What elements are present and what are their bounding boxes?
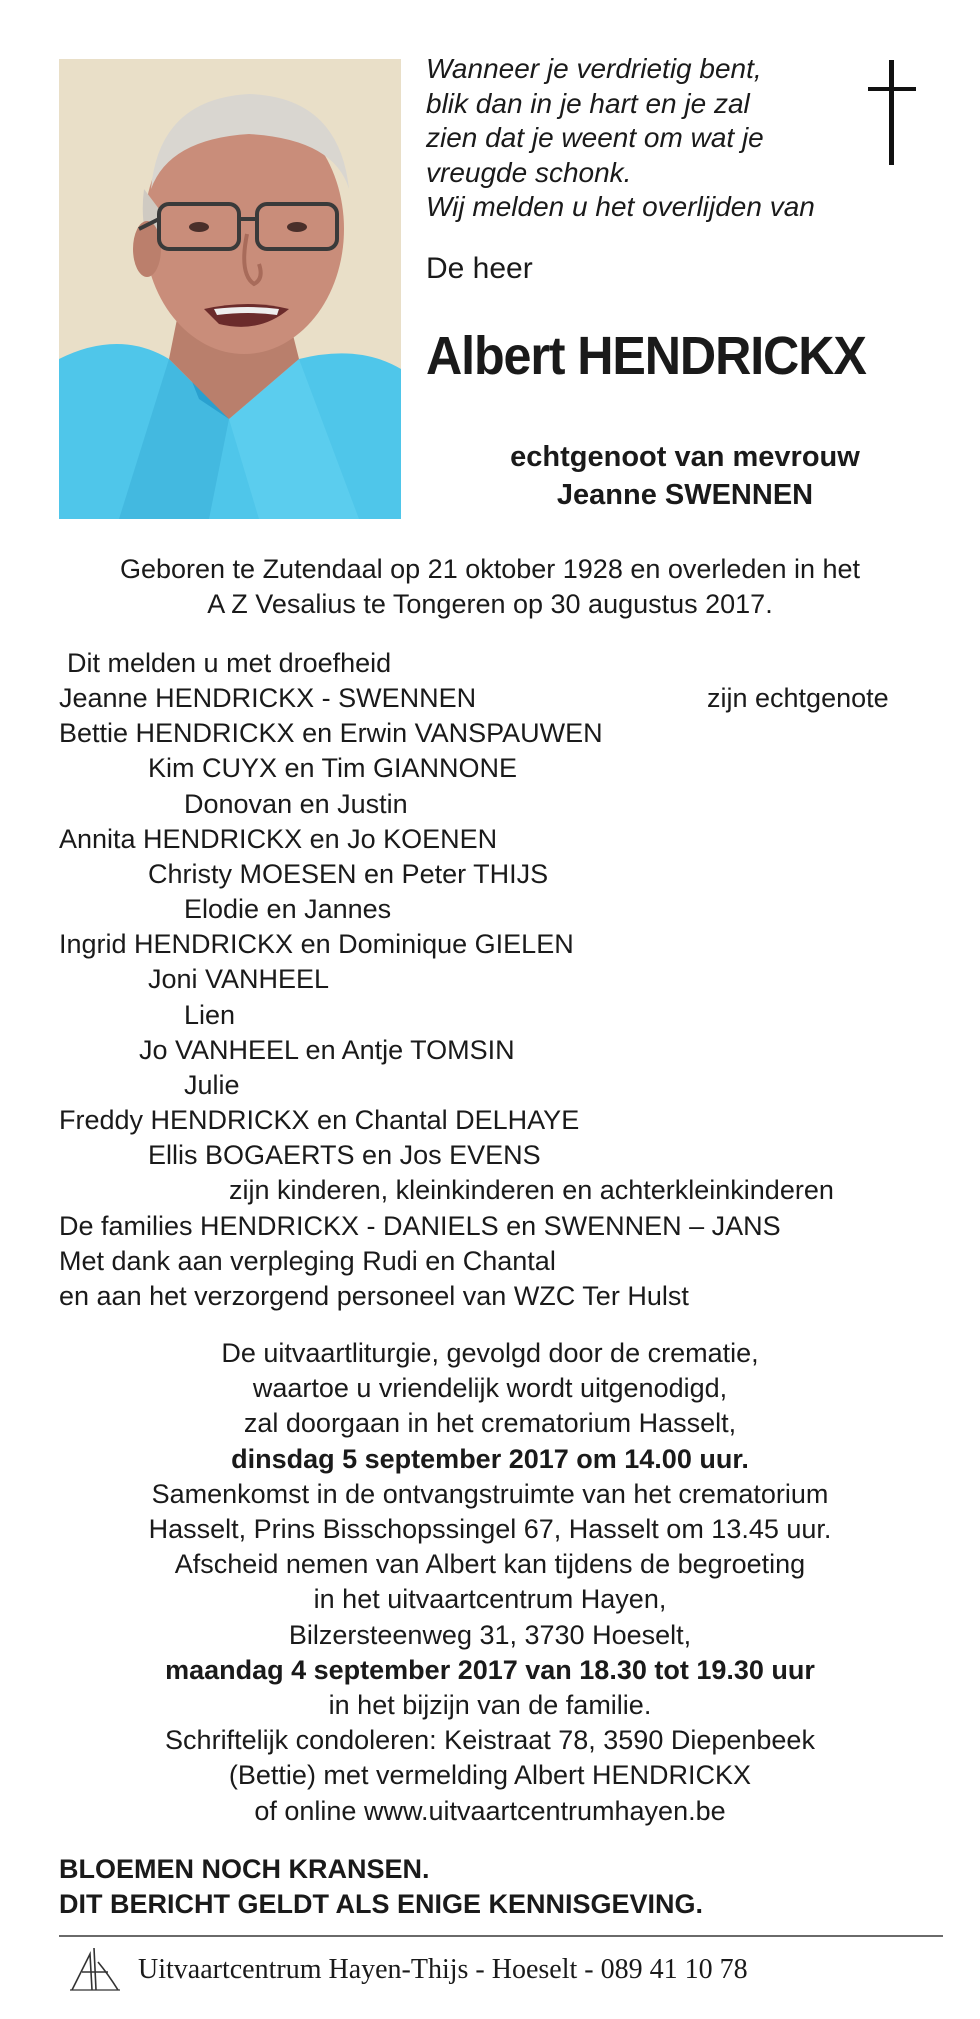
funeral-service-info [40,1336,940,1829]
service-line: Samenkomst in de ontvangstruimte van het crematorium [151,1478,829,1509]
salutation: De heer [426,252,533,285]
poem [426,52,856,225]
funeral-home-contact: Uitvaartcentrum Hayen-Thijs - Hoeselt - 089 41 10 78 [138,1954,748,1985]
cross-icon [862,60,922,165]
service-line: De uitvaartliturgie, gevolgd door de crematie, [221,1338,759,1368]
footer-divider [59,1935,943,1937]
family-line: Jo VANHEEL en Antje TOMSIN [139,1035,515,1065]
notice-line: DIT BERICHT GELDT ALS ENIGE KENNISGEVING. [59,1889,704,1919]
funeral-home-logo-icon [68,1944,122,1994]
deceased-name: Albert HENDRICKX [426,326,866,386]
birth-line: A Z Vesalius te Tongeren op 30 augustus 2017. [207,589,773,619]
family-line: en aan het verzorgend personeel van WZC Ter Hulst [59,1281,689,1311]
notice-line: BLOEMEN NOCH KRANSEN. [59,1854,430,1884]
family-intro: Dit melden u met droefheid [67,648,392,678]
family-spouse-line: Jeanne HENDRICKX - SWENNEN [59,683,477,713]
family-spouse-role: zijn echtgenote [707,683,889,713]
family-line: Kim CUYX en Tim GIANNONE [148,753,518,783]
service-line: in het uitvaartcentrum Hayen, [313,1584,667,1615]
family-line: zijn kinderen, kleinkinderen en achterkleinkinderen [229,1175,834,1205]
poem-line: Wanneer je verdrietig bent, [426,53,762,84]
spouse-line: echtgenoot van mevrouw [510,441,860,473]
family-line: Christy MOESEN en Peter THIJS [148,859,549,889]
poem-line: zien dat je weent om wat je [426,122,764,153]
portrait-photo [59,59,401,519]
portrait-illustration [59,59,401,519]
spouse-info [420,438,950,514]
family-line: Freddy HENDRICKX en Chantal DELHAYE [59,1105,580,1135]
family-line: De families HENDRICKX - DANIELS en SWENNEN – JANS [59,1211,781,1241]
service-line: Schriftelijk condoleren: Keistraat 78, 3590 Diepenbeek [165,1725,815,1756]
service-website[interactable]: of online www.uitvaartcentrumhayen.be [254,1795,726,1826]
family-line: Julie [184,1070,240,1100]
service-line: in het bijzijn van de familie. [328,1690,652,1721]
service-line: Hasselt, Prins Bisschopssingel 67, Hasselt om 13.45 uur. [148,1514,832,1545]
poem-line: blik dan in je hart en je zal [426,87,750,119]
birth-line: Geboren te Zutendaal op 21 oktober 1928 en overleden in het [119,554,861,584]
family-line: Ingrid HENDRICKX en Dominique GIELEN [59,929,574,959]
service-line: Afscheid nemen van Albert kan tijdens de begroeting [174,1549,806,1580]
service-line: Bilzersteenweg 31, 3730 Hoeselt, [288,1619,692,1650]
service-date: dinsdag 5 september 2017 om 14.00 uur. [231,1443,749,1474]
birth-death-info [40,552,940,622]
family-line: Met dank aan verpleging Rudi en Chantal [59,1246,556,1276]
family-line: Donovan en Justin [184,789,408,819]
poem-line: vreugde schonk. [426,156,632,188]
family-line: Elodie en Jannes [184,894,392,924]
family-line: Lien [184,1000,236,1030]
family-line: Bettie HENDRICKX en Erwin VANSPAUWEN [59,718,603,748]
service-line: (Bettie) met vermelding Albert HENDRICKX [228,1760,752,1791]
service-line: waartoe u vriendelijk wordt uitgenodigd, [252,1373,728,1404]
visitation-date: maandag 4 september 2017 van 18.30 tot 19.30 uur [165,1654,815,1685]
family-line: Joni VANHEEL [148,964,330,994]
family-line: Annita HENDRICKX en Jo KOENEN [59,824,498,854]
service-line: zal doorgaan in het crematorium Hasselt, [243,1408,737,1439]
spouse-name: Jeanne SWENNEN [556,479,814,511]
family-line: Ellis BOGAERTS en Jos EVENS [148,1140,541,1170]
poem-line: Wij melden u het overlijden van [426,191,815,222]
notice [59,1852,703,1922]
